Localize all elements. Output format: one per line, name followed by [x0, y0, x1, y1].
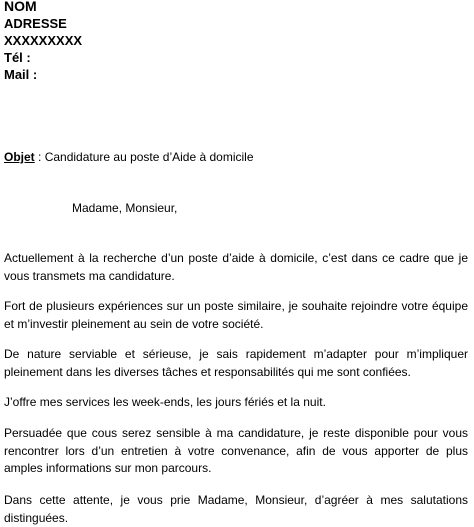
- sender-address: ADRESSE: [4, 16, 67, 31]
- subject-line: [4, 149, 254, 165]
- subject-label: Objet: [4, 150, 35, 164]
- closing-paragraph: Dans cette attente, je vous prie Madame, Monsieur, d’agréer à mes salutations distinguées.: [4, 493, 468, 525]
- body-paragraph: J’offre mes services les week-ends, les jours fériés et la nuit.: [4, 395, 326, 409]
- sender-phone: Tél :: [4, 50, 31, 65]
- subject-text: Candidature au poste d’Aide à domicile: [44, 150, 254, 164]
- body-paragraph: Fort de plusieurs expériences sur un poste similaire, je souhaite rejoindre votre équipe et m’investir pleinement au sein de votre société.: [4, 299, 468, 331]
- sender-postal: XXXXXXXXX: [4, 33, 83, 48]
- body-paragraph: De nature serviable et sérieuse, je sais rapidement m’adapter pour m’impliquer pleinement dans les diverses tâches et responsabilités qui me sont confiées.: [4, 347, 468, 379]
- salutation: Madame, Monsieur,: [72, 201, 178, 215]
- sender-name: NOM: [4, 0, 37, 14]
- sender-mail: Mail :: [4, 67, 38, 82]
- body-paragraph: Actuellement à la recherche d’un poste d’aide à domicile, c’est dans ce cadre que je vous transmets ma candidature.: [4, 251, 468, 283]
- subject-separator: :: [34, 150, 45, 164]
- body-paragraph: Persuadée que cous serez sensible à ma candidature, je reste disponible pour vous rencontrer lors d’un entretien à votre convenance, afin de vous apporter de plus amples informations sur mon parcours.: [4, 426, 468, 475]
- sender-block: [4, 0, 82, 83]
